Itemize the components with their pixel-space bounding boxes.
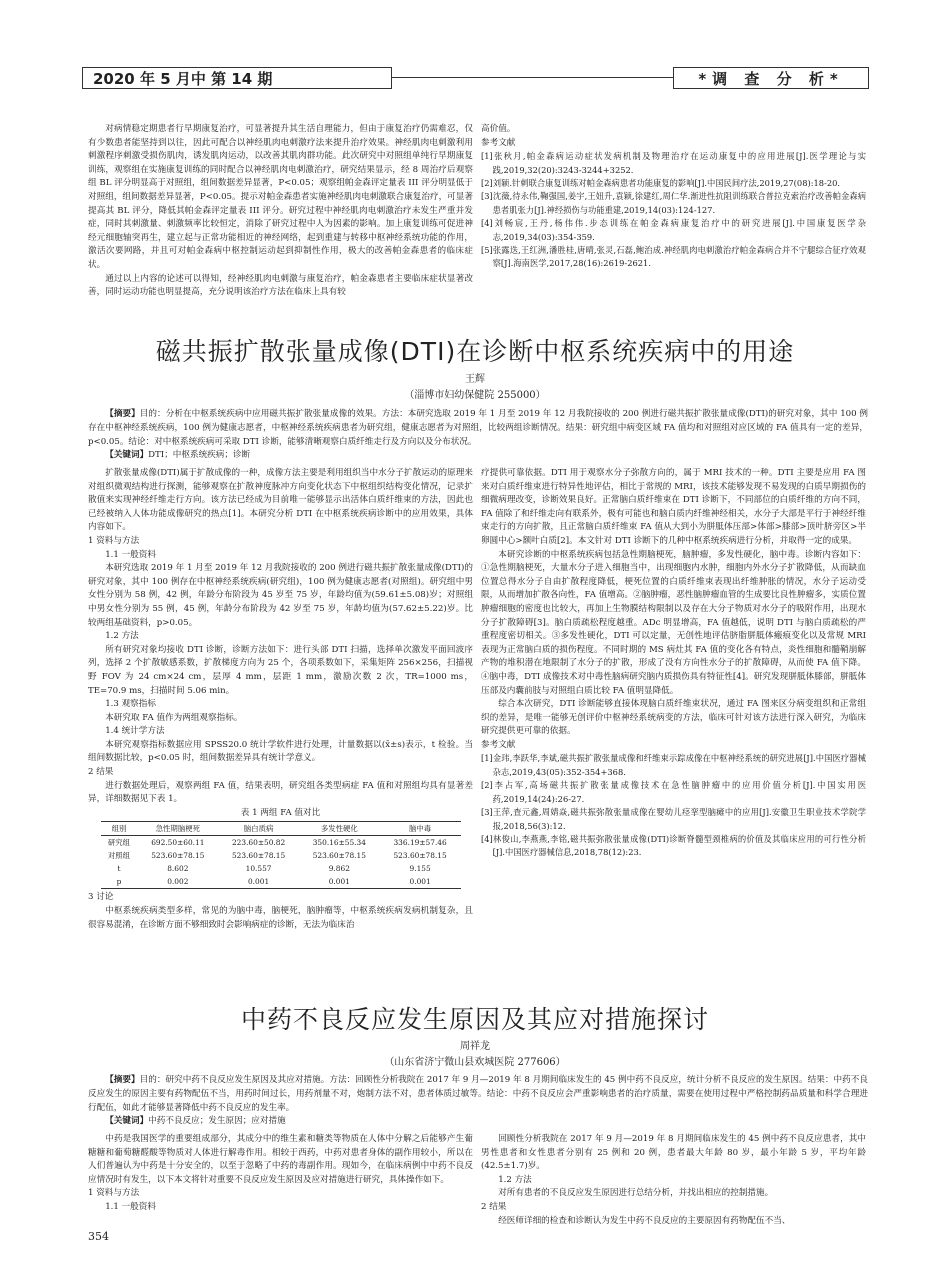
table-header-cell: 脑中毒 xyxy=(409,824,432,834)
table-cell: 对照组 xyxy=(107,851,131,861)
paragraph: 经医师详细的检查和诊断认为发生中药不良反应的主要原因有药物配伍不当、 xyxy=(498,1215,791,1226)
prev-article-right-column xyxy=(481,123,866,271)
section-heading: 3 讨论 xyxy=(88,892,114,903)
reference-item: [2]李占军,高场磁共振扩散张量成像技术在急性脑肿瘤中的应用价值分析[J].中国实用医药,2019,14(24):26-27. xyxy=(481,780,866,804)
article-institution: （淄博市妇幼保健院 255000） xyxy=(404,390,546,401)
section-heading: 1 资料与方法 xyxy=(88,535,140,546)
table-cell: 523.60±78.15 xyxy=(231,851,286,861)
header-rule xyxy=(392,77,673,78)
abstract-text: 目的：研究中药不良反应发生原因及其应对措施。方法：回顾性分析我院在 2017 年 9 月—2019 年 8 月期间临床发生的 45 例中药不良反应，统计分析不良反应的发生原因。结果：中药不良反应发生的原因主要有药物配伍不当，用药时间过长，用药剂量不对，炮制方法不对，患者体质过敏等。结论：中药不良反应会严重影响患者的治疗质量，需要在使用过程中严格控制药品质量和科学合理进行配伍，如此才能够显著降低中药不良反应的发生率。 xyxy=(88,1075,868,1113)
section-heading: 2 结果 xyxy=(481,1201,507,1212)
paragraph: 通过以上内容的论述可以得知，经神经肌肉电刺激与康复治疗，帕金森患者主要临床症状显著改善，同时运动功能也明显提高，充分说明该治疗方法在临床上具有较 xyxy=(88,273,473,298)
abstract xyxy=(88,408,868,463)
abstract xyxy=(88,1074,868,1129)
prev-article-left-column xyxy=(88,123,473,300)
abstract-text: 目的：分析在中枢系统疾病中应用磁共振扩散张量成像的效果。方法：本研究选取 2019 年 1 月至 2019 年 12 月我院接收的 200 例进行磁共振扩散张量成像(DTI)的研究对象，其中 100 例存在中枢神经系统疾病，100 例为健康志愿者，中枢神经系统疾病患者为研究组，健康志愿者为对照组，比较两组诊断情况。结果：研究组中病变区域 FA 值均和对照组对应区域的 FA 值具有一定的差异，p<0.05。结论：对中枢系统疾病可采取 DTI 诊断，能够清晰观察白质纤维走行及方向以及分布状况。 xyxy=(88,409,868,447)
table-cell: 0.001 xyxy=(409,877,431,887)
paragraph: 本研究取 FA 值作为两组观察指标。 xyxy=(105,712,243,723)
table-row xyxy=(101,849,461,862)
table-cell: 350.16±55.34 xyxy=(312,838,366,848)
table-row xyxy=(101,836,461,850)
table-header-cell: 多发性硬化 xyxy=(320,824,358,834)
table-header-cell: 组别 xyxy=(111,824,127,834)
paragraph: 中枢系统疾病类型多样，常见的为脑中毒，脑梗死，脑肿瘤等，中枢系统疾病发病机制复杂，且很容易混淆，在诊断方面不够细致时会影响病症的诊断，无法为临床治 xyxy=(88,906,473,930)
article-title: 磁共振扩散张量成像(DTI)在诊断中枢系统疾病中的用途 xyxy=(155,337,795,366)
subsection-heading: 1.1 一般资料 xyxy=(105,1201,156,1212)
paragraph: 进行数据处理后，观察两组 FA 值，结果表明，研究组各类型病症 FA 值和对照组均具有显著差异，详细数据见下表 1。 xyxy=(88,780,473,805)
table-cell: 523.60±78.15 xyxy=(393,851,447,861)
paragraph: 所有研究对象均接收 DTI 诊断，诊断方法如下：进行头部 DTI 扫描，选择单次激发平面回波序列，选择 2 个扩散敏感系数，扩散梯度方向为 25 个，各项系数如下，采集矩阵 256×256，扫描视野 FOV 为 24 cm×24 cm，层厚 4 mm，层距 1 mm，激励次数 2 次，TR=1000 ms，TE=70.9 ms，扫描时间 5.06 min。 xyxy=(88,644,473,696)
section-label: *调 查 分 析* xyxy=(673,67,869,89)
subsection-heading: 1.2 方法 xyxy=(105,631,139,642)
paragraph: 中药是我国医学的重要组成部分，其成分中的维生素和糖类等物质在人体中分解之后能够产生葡糖糖和葡萄糖醛酸等物质对人体进行解毒作用。相较于西药，中药对患者身体的副作用较小，所以在人们普遍认为中药是十分安全的，以至于忽略了中药的毒副作用。现如今，在临床病例中中药不良反应情况时有发生，以下本文将针对重要不良反应发生原因及应对措施进行研究，具体操作如下。 xyxy=(88,1134,473,1185)
subsection-heading: 1.2 方法 xyxy=(498,1174,532,1185)
article-author: 王辉 xyxy=(465,374,485,385)
article-author: 周祥龙 xyxy=(460,1041,490,1052)
reference-item: [2]刘颖.针刺联合康复训练对帕金森病患者功能康复的影响[J].中国民间疗法,2019,27(08):18-20. xyxy=(481,178,841,188)
subsection-heading: 1.3 观察指标 xyxy=(105,699,156,710)
table-cell: 8.602 xyxy=(167,864,189,874)
reference-item: [4]林俊山,李燕燕,李铭,磁共振弥散张量成像(DTI)诊断脊髓型颈椎病的价值及其临床应用的可行性分析[J].中国医疗器械信息,2018,78(12):23. xyxy=(481,833,866,858)
references-heading: 参考文献 xyxy=(481,739,516,750)
article1-left-column xyxy=(88,467,473,932)
reference-item: [1]金玮,李跃华,李斌,磁共振扩散张量成像和纤维束示踪成像在中枢神经系统的研究进展[J].中国医疗器械杂志,2019,43(05):352-354+368. xyxy=(481,753,866,777)
article-institution: （山东省济宁微山县欢城医院 277606） xyxy=(384,1057,566,1068)
table-cell: 0.001 xyxy=(247,877,270,887)
table-row xyxy=(101,862,461,875)
paragraph: 对病情稳定期患者行早期康复治疗，可显著提升其生活自理能力，但由于康复治疗仍需难忍，仅有少数患者能坚持到以往，因此可配合以神经肌肉电刺激疗法来提升治疗效果。神经肌肉电刺激利用刺激程序刺激受损伤肌肉，诱发肌肉运动，以改善其肌肉群功能。此次研究中对照组单纯行早期康复训练，观察组在实施康复训练的同时配合以神经肌肉电刺激治疗，研究结果显示，经 8 周治疗后观察组 BL 评分明显高于对照组，组间数据差异显著，P<0.05；观察组帕金森评定量表 III 评分明显低于对照组，组间数据差异显著，P<0.05。提示对帕金森患者实施神经肌肉电刺激联合康复治疗，可显著提高其 BL 评分，降低其帕金森评定量表 III 评分。研究过程中神经肌肉电刺激治疗未发生严重并发症，同时其刺激量、刺激频率比较恒定，消除了研究过程中人为因素的影响。加上康复训练可促进神经元细胞轴突再生，建立起与正常功能相近的神经网络，起到重建与转移中枢神经系统功能的作用，激活次要网路，并且可对帕金森病中枢控制运动起到抑制性作用，极大的改善帕金森患者的临床症状。 xyxy=(88,124,473,270)
page-number: 354 xyxy=(88,1230,109,1243)
subsection-heading: 1.4 统计学方法 xyxy=(105,726,165,737)
table-cell: 692.50±60.11 xyxy=(151,838,205,848)
keywords-label: 【关键词】 xyxy=(105,450,149,461)
reference-item: [3]王萍,査元鑫,周婧焱,磁共振弥散张量成像在婴幼儿痉挛型脑瘫中的应用[J].安徽卫生职业技术学院学报,2018,56(3):12. xyxy=(481,807,866,831)
article1-right-column xyxy=(481,467,866,860)
table-row xyxy=(101,875,461,889)
table-cell: 0.001 xyxy=(328,877,350,887)
fa-value-table xyxy=(101,821,461,889)
table-cell: 0.002 xyxy=(167,877,189,887)
paragraph: 高价值。 xyxy=(481,124,516,134)
abstract-label: 【摘要】 xyxy=(105,409,140,419)
paragraph: 本研究观察指标数据应用 SPSS20.0 统计学软件进行处理，计量数据以(x̄±s)表示，t 检验。当组间数据比较，p<0.05 时，组间数据差异具有统计学意义。 xyxy=(88,739,473,764)
section-heading: 2 结果 xyxy=(88,767,114,778)
references-heading: 参考文献 xyxy=(481,137,516,148)
article2-left-column xyxy=(88,1133,473,1215)
table-caption: 表 1 两组 FA 值对比 xyxy=(240,807,321,818)
table-cell: 研究组 xyxy=(107,838,131,848)
table-cell: 336.19±57.46 xyxy=(393,838,447,848)
article-title: 中药不良反应发生原因及其应对措施探讨 xyxy=(240,1005,709,1034)
table-cell: 223.60±50.82 xyxy=(231,838,286,848)
keywords-label: 【关键词】 xyxy=(105,1116,149,1127)
keywords-text: 中药不良反应；发生原因；应对措施 xyxy=(148,1116,286,1127)
reference-item: [5]张露迭,王红洲,潘胜桂,唐晴,张灵,石磊,鲍治成.神经肌肉电刺激治疗帕金森病合并不宁腿综合征疗效观察[J].海南医学,2017,28(16):2619-2621. xyxy=(481,245,866,269)
table-cell: 523.60±78.15 xyxy=(151,851,205,861)
keywords-text: DTI；中枢系统疾病；诊断 xyxy=(148,450,251,461)
article2-right-column xyxy=(481,1133,866,1228)
reference-item: [4]刘畅宸,王丹,杨伟伟.步态训练在帕金森病康复治疗中的研究进展[J].中国康复医学杂志,2019,34(03):354-359. xyxy=(481,218,866,242)
reference-item: [1]张秋月,帕金森病运动症状发病机制及物理治疗在运动康复中的应用进展[J].医学理论与实践,2019,32(20):3243-3244+3252. xyxy=(481,151,866,175)
paragraph: 本研究选取 2019 年 1 月至 2019 年 12 月我院接收的 200 例进行磁共振扩散张量成像(DTI)的研究对象，其中 100 例存在中枢神经系统疾病(研究组)，100 例为健康志愿者(对照组)。研究组中男女性分别为 58 例，42 例，年龄分布阶段为 45 岁至 75 岁，年龄均值为(59.61±5.08)岁；对照组中男女性分别为 55 例，45 例，年龄分布阶段为 42 岁至 75 岁，年龄均值为(57.62±5.22)岁。比较两组基础资料，p>0.05。 xyxy=(88,563,473,628)
paragraph: 回顾性分析我院在 2017 年 9 月—2019 年 8 月期间临床发生的 45 例中药不良反应患者，其中男性患者和女性患者分别有 25 例和 20 例，患者最大年龄 80 岁，最小年龄 5 岁，平均年龄(42.5±1.7)岁。 xyxy=(481,1134,866,1172)
table-cell: t xyxy=(117,864,121,874)
section-heading: 1 资料与方法 xyxy=(88,1188,140,1199)
reference-list xyxy=(481,752,866,859)
table-header-row xyxy=(101,822,461,836)
abstract-label: 【摘要】 xyxy=(105,1075,140,1085)
table-cell: 10.557 xyxy=(245,864,272,874)
paragraph: 对所有患者的不良反应发生原因进行总结分析，并找出相应的控制措施。 xyxy=(498,1188,774,1199)
reference-list xyxy=(481,150,866,271)
paragraph: 本研究诊断的中枢系统疾病包括急性期脑梗死，脑肿瘤，多发性硬化，脑中毒。诊断内容如下：①急性期脑梗死，大量水分子进入细胞当中，出现细胞内水肿，细胞内外水分子扩散降低，从而缺血位置总得水分子自由扩散程度降低，梗死位置的白质纤维束表现出纤维肿胀的情况，水分子运动受限，从而增加扩散各向性，FA 值增高。②脑肿瘤，恶性脑肿瘤血管的生成要比良性肿瘤多，实质位置肿瘤细胞的密度也比较大，再加上生物膜结构限制以及存在大分子物质对水分子的吸附作用，出现水分子扩散障碍[3]。脑白质疏松程度越重。ADc 明显增高，FA 值越低，说明 DTI 与脑白质疏松的严重程度密切相关。③多发性硬化，DTI 可以定量，无创性地评估脐脂胼胝体瘢痕变化以及常规 MRI 表现为正常脑白质的损伤程度。不同时期的 MS 病灶其 FA 值的变化各有特点，炎性细胞和髓鞘崩解产物的堆积潜在地限制了水分子的扩散，形成了没有方向性水分子的扩散障碍，从而使 FA 值下降。④脑中毒，DTI 成像技术对中毒性脑病研究脑内质损伤具有特征性[4]。研究发现胼胝体膝部，胼胝体压部及内囊前肢与对照组白质比较 FA 值明显降低。 xyxy=(481,549,866,696)
paragraph: 综合本次研究，DTI 诊断能够直接体现脑白质纤维束状况，通过 FA 图来区分病变组织和正常组织的差异，是唯一能够无创评价中枢神经系统病变的方法，临床可针对该方法进行深入研究，为临床研究提供更可靠的依据。 xyxy=(481,699,866,737)
table-header-cell: 急性期脑梗死 xyxy=(155,824,200,834)
journal-issue: 2020 年 5 月中 第 14 期 xyxy=(82,67,392,89)
reference-item: [3]沈薇,待永伟,鞠强国,姜宇,王妞升,袁颖,徐建红,周仁华.渐进性抗阻训练联合普拉克索治疗改善帕金森病患者肌张力[J].神经损伤与功能重建,2019,14(03):124-127. xyxy=(481,191,866,215)
table-cell: 9.862 xyxy=(328,864,350,874)
subsection-heading: 1.1 一般资料 xyxy=(105,549,156,560)
paragraph: 扩散张量成像(DTI)属于扩散成像的一种，成像方法主要是利用组织当中水分子扩散运动的原理来对组织微观结构进行探测，能够观察在扩散神度脉冲方向变化状态下中枢组织结构变化情况，记录扩散值来实现神经纤维走行方向。该方法已经成为目前唯一能够显示出活体白质纤维束的方法，因此也已经被纳入人体功能成像研究的热点[1]。本研究分析 DTI 在中枢系统疾病诊断中的应用效果，具体内容如下。 xyxy=(88,468,473,533)
paragraph: 疗提供可靠依据。DTI 用于观察水分子弥散方向的，属于 MRI 技术的一种。DTI 主要是应用 FA 图来对白质纤维束进行特异性地评估，相比于常规的 MRI，该技术能够发现不易发现的白质早期损伤的细微病理改变，诊断效果良好。正常脑白质纤维束在 DTI 诊断下，不同部位的白质纤维的方向不同，FA 值除了和纤维走向有联系外，极有可能也和脑白质内纤维神经相关，水分子大部是平行于神经纤维束走行的方向扩散，且正常脑白质纤维束 FA 值从大到小为胼胝体压部>体部>膝部>顶叶脐旁区>半卵圆中心>额叶白质[2]。本文针对 DTI 诊断下的几种中枢系统疾病进行分析，并取得一定的成果。 xyxy=(481,468,866,546)
table-cell: 523.60±78.15 xyxy=(312,851,366,861)
table-cell: p xyxy=(116,877,122,887)
table-cell: 9.155 xyxy=(409,864,431,874)
table-header-cell: 脑白质病 xyxy=(243,824,274,834)
